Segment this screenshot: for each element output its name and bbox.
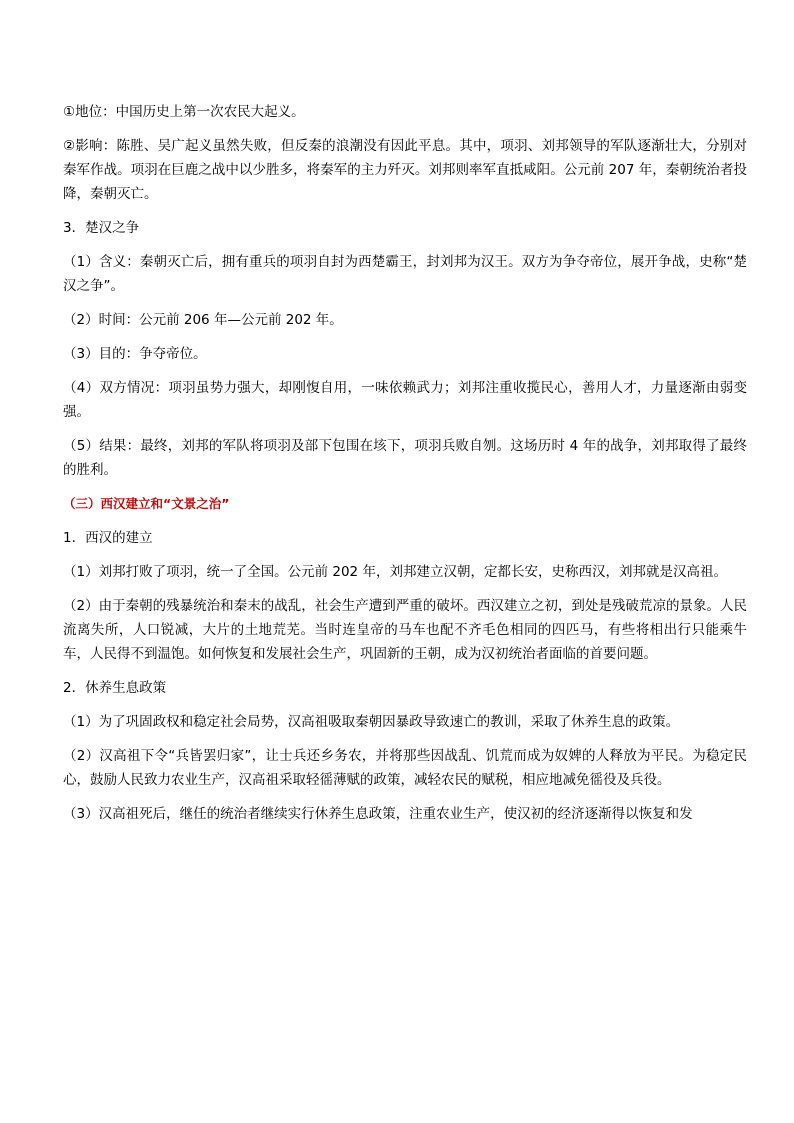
paragraph-result: （5）结果：最终，刘邦的军队将项羽及部下包围在垓下，项羽兵败自刎。这场历时 4 年的战争，刘邦取得了最终的胜利。 xyxy=(63,438,747,478)
heading-rest-policy: 2．休养生息政策 xyxy=(63,680,167,696)
paragraph-status: ①地位：中国历史上第一次农民大起义。 xyxy=(63,104,305,120)
paragraph-rest-policy-3: （3）汉高祖死后，继任的统治者继续实行休养生息政策，注重农业生产，使汉初的经济逐渐得以恢复和发 xyxy=(63,806,693,822)
paragraph-situation: （4）双方情况：项羽虽势力强大，却刚愎自用，一味依赖武力；刘邦注重收揽民心，善用人才，力量逐渐由弱变强。 xyxy=(63,380,747,420)
heading-western-han-founding: 1．西汉的建立 xyxy=(63,530,153,546)
paragraph-rest-policy-2: （2）汉高祖下令“兵皆罢归家”，让士兵还乡务农，并将那些因战乱、饥荒而成为奴婢的人释放为平民。为稳定民心，鼓励人民致力农业生产，汉高祖采取轻徭薄赋的政策，减轻农民的赋税，相应地减免徭役及兵役。 xyxy=(63,748,747,788)
paragraph-influence: ②影响：陈胜、吴广起义虽然失败，但反秦的浪潮没有因此平息。其中，项羽、刘邦领导的军队逐渐壮大，分别对秦军作战。项羽在巨鹿之战中以少胜多，将秦军的主力歼灭。刘邦则率军直抵咸阳。公元前 207 年，秦朝统治者投降，秦朝灭亡。 xyxy=(63,138,747,202)
paragraph-time: （2）时间：公元前 206 年—公元前 202 年。 xyxy=(63,312,343,328)
heading-chu-han-war: 3．楚汉之争 xyxy=(63,220,140,236)
paragraph-rest-policy-1: （1）为了巩固政权和稳定社会局势，汉高祖吸取秦朝因暴政导致速亡的教训，采取了休养生息的政策。 xyxy=(63,714,680,730)
paragraph-founding: （1）刘邦打败了项羽，统一了全国。公元前 202 年，刘邦建立汉朝，定都长安，史称西汉，刘邦就是汉高祖。 xyxy=(63,564,727,580)
paragraph-meaning: （1）含义：秦朝灭亡后，拥有重兵的项羽自封为西楚霸王，封刘邦为汉王。双方为争夺帝位，展开争战，史称“楚汉之争”。 xyxy=(63,254,747,294)
paragraph-early-han-state: （2）由于秦朝的残暴统治和秦末的战乱，社会生产遭到严重的破坏。西汉建立之初，到处是残破荒凉的景象。人民流离失所，人口锐减，大片的土地荒芜。当时连皇帝的马车也配不齐毛色相同的四匹马，有些将相出行只能乘牛车，人民得不到温饱。如何恢复和发展社会生产，巩固新的王朝，成为汉初统治者面临的首要问题。 xyxy=(63,598,747,662)
paragraph-purpose: （3）目的：争夺帝位。 xyxy=(63,346,207,362)
section-subtitle: （三）西汉建立和“文景之治” xyxy=(63,496,230,511)
